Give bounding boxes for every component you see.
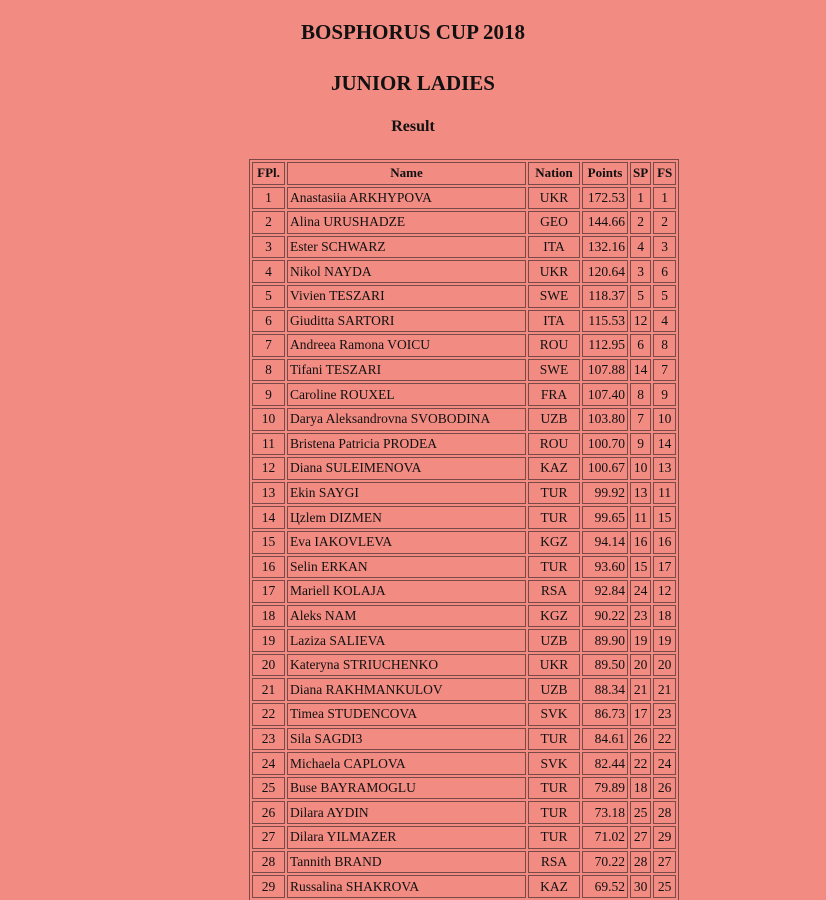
table-row <box>252 187 676 210</box>
cell-fpl: 27 <box>252 826 285 849</box>
cell-fpl: 9 <box>252 383 285 406</box>
cell-points: 69.52 <box>582 875 628 898</box>
cell-sp: 27 <box>630 826 651 849</box>
cell-name: Tifani TESZARI <box>287 359 526 382</box>
cell-points: 89.50 <box>582 654 628 677</box>
cell-points: 99.92 <box>582 482 628 505</box>
cell-nation: RSA <box>528 851 580 874</box>
table-row <box>252 556 676 579</box>
cell-name: Mariell KOLAJA <box>287 580 526 603</box>
cell-fs: 3 <box>653 236 676 259</box>
cell-fs: 13 <box>653 457 676 480</box>
cell-name: Anastasiia ARKHYPOVA <box>287 187 526 210</box>
cell-name: Aleks NAM <box>287 605 526 628</box>
header-nation: Nation <box>528 162 580 185</box>
cell-name: Nikol NAYDA <box>287 260 526 283</box>
cell-name: Diana SULEIMENOVA <box>287 457 526 480</box>
cell-name: Buse BAYRAMOGLU <box>287 777 526 800</box>
cell-nation: SWE <box>528 359 580 382</box>
cell-fs: 20 <box>653 654 676 677</box>
cell-sp: 20 <box>630 654 651 677</box>
cell-fpl: 28 <box>252 851 285 874</box>
cell-sp: 2 <box>630 211 651 234</box>
cell-sp: 16 <box>630 531 651 554</box>
cell-points: 70.22 <box>582 851 628 874</box>
cell-fpl: 20 <box>252 654 285 677</box>
cell-fs: 4 <box>653 310 676 333</box>
cell-name: Bristena Patricia PRODEA <box>287 433 526 456</box>
cell-points: 100.70 <box>582 433 628 456</box>
cell-points: 172.53 <box>582 187 628 210</box>
cell-name: Tannith BRAND <box>287 851 526 874</box>
table-row <box>252 777 676 800</box>
cell-points: 103.80 <box>582 408 628 431</box>
cell-fs: 28 <box>653 801 676 824</box>
cell-nation: UKR <box>528 260 580 283</box>
cell-nation: SVK <box>528 752 580 775</box>
cell-fpl: 21 <box>252 678 285 701</box>
cell-fs: 12 <box>653 580 676 603</box>
event-title: BOSPHORUS CUP 2018 <box>300 20 526 44</box>
cell-nation: ROU <box>528 334 580 357</box>
header-fs: FS <box>653 162 676 185</box>
cell-fpl: 13 <box>252 482 285 505</box>
table-row <box>252 678 676 701</box>
cell-points: 88.34 <box>582 678 628 701</box>
cell-fs: 25 <box>653 875 676 898</box>
cell-sp: 10 <box>630 457 651 480</box>
cell-nation: TUR <box>528 482 580 505</box>
cell-points: 71.02 <box>582 826 628 849</box>
cell-fs: 23 <box>653 703 676 726</box>
cell-points: 107.88 <box>582 359 628 382</box>
cell-fpl: 19 <box>252 629 285 652</box>
cell-fs: 2 <box>653 211 676 234</box>
cell-fpl: 18 <box>252 605 285 628</box>
cell-points: 107.40 <box>582 383 628 406</box>
table-row <box>252 851 676 874</box>
cell-name: Darya Aleksandrovna SVOBODINA <box>287 408 526 431</box>
cell-points: 132.16 <box>582 236 628 259</box>
cell-name: Michaela CAPLOVA <box>287 752 526 775</box>
table-row <box>252 605 676 628</box>
cell-fs: 5 <box>653 285 676 308</box>
cell-sp: 7 <box>630 408 651 431</box>
cell-name: Diana RAKHMANKULOV <box>287 678 526 701</box>
cell-fs: 8 <box>653 334 676 357</box>
table-row <box>252 752 676 775</box>
header-name: Name <box>287 162 526 185</box>
cell-fs: 10 <box>653 408 676 431</box>
cell-name: Timea STUDENCOVA <box>287 703 526 726</box>
table-row <box>252 236 676 259</box>
cell-nation: UZB <box>528 678 580 701</box>
table-row <box>252 506 676 529</box>
cell-nation: FRA <box>528 383 580 406</box>
cell-fs: 27 <box>653 851 676 874</box>
cell-name: Sila SAGDI3 <box>287 728 526 751</box>
header-sp: SP <box>630 162 651 185</box>
cell-nation: KAZ <box>528 457 580 480</box>
cell-fpl: 2 <box>252 211 285 234</box>
cell-points: 79.89 <box>582 777 628 800</box>
cell-nation: SWE <box>528 285 580 308</box>
cell-nation: TUR <box>528 826 580 849</box>
cell-fpl: 11 <box>252 433 285 456</box>
cell-sp: 12 <box>630 310 651 333</box>
results-body <box>252 187 676 898</box>
cell-name: Kateryna STRIUCHENKO <box>287 654 526 677</box>
cell-sp: 17 <box>630 703 651 726</box>
cell-nation: GEO <box>528 211 580 234</box>
cell-sp: 5 <box>630 285 651 308</box>
table-row <box>252 211 676 234</box>
table-row <box>252 433 676 456</box>
cell-sp: 21 <box>630 678 651 701</box>
cell-nation: TUR <box>528 556 580 579</box>
table-row <box>252 703 676 726</box>
cell-fpl: 25 <box>252 777 285 800</box>
cell-points: 115.53 <box>582 310 628 333</box>
cell-nation: TUR <box>528 506 580 529</box>
cell-sp: 23 <box>630 605 651 628</box>
cell-fs: 14 <box>653 433 676 456</box>
cell-sp: 13 <box>630 482 651 505</box>
cell-name: Цzlem DIZMEN <box>287 506 526 529</box>
cell-fpl: 6 <box>252 310 285 333</box>
table-row <box>252 875 676 898</box>
cell-fs: 15 <box>653 506 676 529</box>
cell-nation: TUR <box>528 777 580 800</box>
cell-fpl: 4 <box>252 260 285 283</box>
cell-fpl: 12 <box>252 457 285 480</box>
table-row <box>252 654 676 677</box>
cell-name: Eva IAKOVLEVA <box>287 531 526 554</box>
cell-fpl: 26 <box>252 801 285 824</box>
cell-fpl: 16 <box>252 556 285 579</box>
cell-fs: 11 <box>653 482 676 505</box>
cell-name: Dilara YILMAZER <box>287 826 526 849</box>
cell-nation: ROU <box>528 433 580 456</box>
table-row <box>252 728 676 751</box>
header-fpl: FPl. <box>252 162 285 185</box>
cell-fs: 9 <box>653 383 676 406</box>
cell-nation: ITA <box>528 310 580 333</box>
cell-fpl: 29 <box>252 875 285 898</box>
cell-fs: 29 <box>653 826 676 849</box>
cell-name: Laziza SALIEVA <box>287 629 526 652</box>
table-row <box>252 310 676 333</box>
cell-points: 86.73 <box>582 703 628 726</box>
table-row <box>252 629 676 652</box>
table-row <box>252 482 676 505</box>
header-points: Points <box>582 162 628 185</box>
cell-name: Alina URUSHADZE <box>287 211 526 234</box>
cell-fpl: 3 <box>252 236 285 259</box>
cell-sp: 1 <box>630 187 651 210</box>
cell-points: 99.65 <box>582 506 628 529</box>
cell-nation: RSA <box>528 580 580 603</box>
cell-fpl: 5 <box>252 285 285 308</box>
cell-name: Giuditta SARTORI <box>287 310 526 333</box>
cell-fpl: 22 <box>252 703 285 726</box>
cell-sp: 26 <box>630 728 651 751</box>
cell-fs: 18 <box>653 605 676 628</box>
cell-name: Andreea Ramona VOICU <box>287 334 526 357</box>
table-row <box>252 457 676 480</box>
cell-fpl: 8 <box>252 359 285 382</box>
cell-fpl: 15 <box>252 531 285 554</box>
cell-points: 90.22 <box>582 605 628 628</box>
cell-sp: 30 <box>630 875 651 898</box>
cell-points: 118.37 <box>582 285 628 308</box>
cell-nation: KGZ <box>528 605 580 628</box>
table-row <box>252 580 676 603</box>
cell-points: 84.61 <box>582 728 628 751</box>
table-row <box>252 334 676 357</box>
cell-nation: ITA <box>528 236 580 259</box>
cell-sp: 4 <box>630 236 651 259</box>
cell-fs: 16 <box>653 531 676 554</box>
cell-fpl: 14 <box>252 506 285 529</box>
cell-sp: 14 <box>630 359 651 382</box>
section-title: Result <box>391 118 435 135</box>
cell-nation: TUR <box>528 801 580 824</box>
cell-sp: 28 <box>630 851 651 874</box>
cell-fpl: 23 <box>252 728 285 751</box>
table-row <box>252 285 676 308</box>
cell-sp: 8 <box>630 383 651 406</box>
cell-sp: 3 <box>630 260 651 283</box>
cell-nation: UKR <box>528 187 580 210</box>
table-row <box>252 408 676 431</box>
cell-fpl: 17 <box>252 580 285 603</box>
table-row <box>252 826 676 849</box>
cell-sp: 6 <box>630 334 651 357</box>
table-row <box>252 801 676 824</box>
cell-points: 120.64 <box>582 260 628 283</box>
cell-fs: 22 <box>653 728 676 751</box>
results-table <box>249 159 679 900</box>
cell-nation: UZB <box>528 408 580 431</box>
table-header-row <box>252 162 676 185</box>
cell-nation: SVK <box>528 703 580 726</box>
category-title: JUNIOR LADIES <box>331 71 495 95</box>
cell-points: 89.90 <box>582 629 628 652</box>
cell-sp: 19 <box>630 629 651 652</box>
cell-nation: KGZ <box>528 531 580 554</box>
cell-nation: KAZ <box>528 875 580 898</box>
cell-fs: 19 <box>653 629 676 652</box>
cell-name: Dilara AYDIN <box>287 801 526 824</box>
cell-name: Ester SCHWARZ <box>287 236 526 259</box>
cell-sp: 15 <box>630 556 651 579</box>
cell-sp: 18 <box>630 777 651 800</box>
cell-fs: 1 <box>653 187 676 210</box>
cell-fs: 7 <box>653 359 676 382</box>
cell-fs: 6 <box>653 260 676 283</box>
cell-nation: UKR <box>528 654 580 677</box>
cell-fs: 24 <box>653 752 676 775</box>
table-row <box>252 260 676 283</box>
cell-fpl: 10 <box>252 408 285 431</box>
cell-fs: 26 <box>653 777 676 800</box>
table-row <box>252 359 676 382</box>
cell-sp: 22 <box>630 752 651 775</box>
cell-points: 144.66 <box>582 211 628 234</box>
cell-points: 100.67 <box>582 457 628 480</box>
cell-nation: TUR <box>528 728 580 751</box>
cell-points: 92.84 <box>582 580 628 603</box>
cell-sp: 24 <box>630 580 651 603</box>
cell-name: Caroline ROUXEL <box>287 383 526 406</box>
cell-fs: 21 <box>653 678 676 701</box>
cell-fpl: 1 <box>252 187 285 210</box>
cell-name: Vivien TESZARI <box>287 285 526 308</box>
table-row <box>252 383 676 406</box>
cell-points: 94.14 <box>582 531 628 554</box>
cell-name: Selin ERKAN <box>287 556 526 579</box>
cell-points: 93.60 <box>582 556 628 579</box>
cell-fpl: 24 <box>252 752 285 775</box>
cell-fpl: 7 <box>252 334 285 357</box>
cell-name: Ekin SAYGI <box>287 482 526 505</box>
table-row <box>252 531 676 554</box>
cell-points: 112.95 <box>582 334 628 357</box>
cell-name: Russalina SHAKROVA <box>287 875 526 898</box>
cell-sp: 9 <box>630 433 651 456</box>
cell-points: 82.44 <box>582 752 628 775</box>
cell-sp: 25 <box>630 801 651 824</box>
cell-points: 73.18 <box>582 801 628 824</box>
cell-fs: 17 <box>653 556 676 579</box>
cell-sp: 11 <box>630 506 651 529</box>
cell-nation: UZB <box>528 629 580 652</box>
